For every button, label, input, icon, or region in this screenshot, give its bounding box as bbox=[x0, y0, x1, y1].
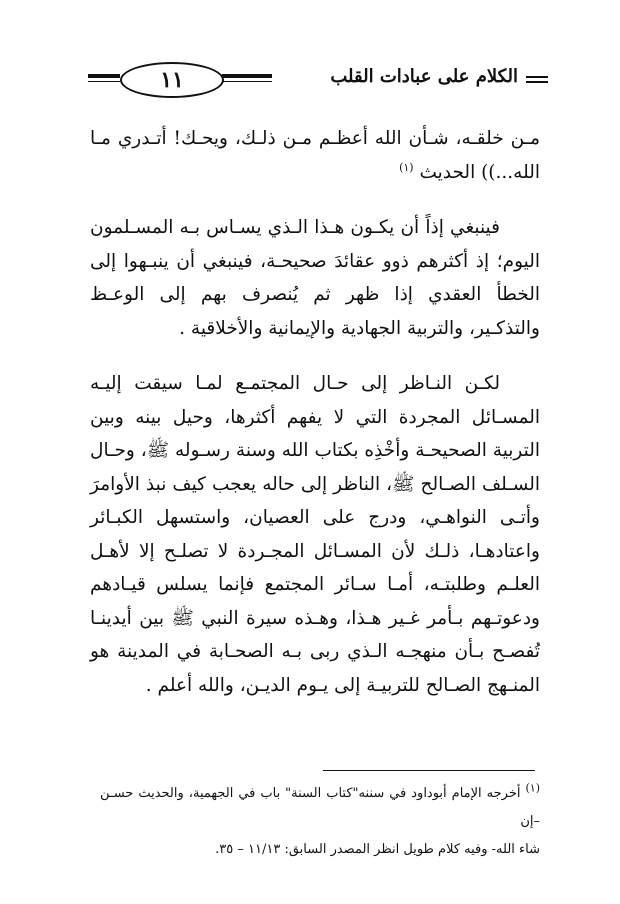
footnote-line-1 bbox=[100, 780, 540, 836]
footnote-line-1-text: أخرجه الإمام أبوداود في سننه"كتاب السنة" باب في الجهمية، والحديث حسـن –إن bbox=[100, 786, 540, 829]
paragraph-1 bbox=[90, 122, 540, 189]
main-text bbox=[90, 122, 540, 702]
page-number-oval bbox=[120, 62, 224, 98]
footnote-line-2: شاء الله- وفيه كلام طويل انظر المصدر السابق: ١١/١٣ – ٣٥. bbox=[215, 842, 540, 857]
header-ornament bbox=[526, 76, 548, 84]
header-rule-left bbox=[88, 74, 120, 78]
footnote bbox=[100, 780, 540, 864]
header-rule-middle bbox=[222, 74, 272, 78]
footnote-reference: (١) bbox=[399, 160, 414, 174]
paragraph-1-text: مـن خلقـه، شـأن الله أعظـم مـن ذلـك، ويحـك! أتـدري مـا الله...)) الحديث bbox=[90, 128, 540, 183]
page-number: ١١ bbox=[160, 67, 184, 93]
running-header bbox=[88, 56, 548, 96]
header-rule-middle-thin bbox=[222, 81, 272, 82]
header-rule-left-thin bbox=[88, 81, 120, 82]
running-title: الكلام على عبادات القلب bbox=[330, 66, 518, 87]
paragraph-3: لكـن النـاظر إلى حـال المجتمـع لمـا سيقت إليـه المسـائل المجردة التي لا يفهم أكثرها، وحيل بينه وبين التربية الصحيحـة وأخْذِه بكتاب الله وسنة رسـوله ﷺ، وحـال السـلف الصـالح ﷺ، الناظر إلى حاله يعجب كيف نبذ الأوامرَ وأتـى النواهـي، ودرج على العصيان، واستسهل الكبـائر واعتادهـا، ذلـك لأن المسـائل المجـردة لا تصلـح إلا لأهـل العلـم وطلبتـه، أمـا سـائر المجتمع فإنما يسلس قيـادهم ودعوتـهم بـأمر غـير هـذا، وهـذه سيرة النبي ﷺ بين أيدينـا تُفصـح بـأن منهجـه الـذي ربى بـه الصحـابة في المدينة هو المنـهج الصـالح للتربيـة إلى يـوم الديـن، والله أعلم . bbox=[90, 373, 540, 696]
footnote-separator bbox=[323, 770, 535, 771]
footnote-marker: (١) bbox=[525, 781, 540, 795]
paragraph-2: فينبغي إذاً أن يكـون هـذا الـذي يسـاس بـه المسـلمون اليوم؛ إذ أكثرهم ذوو عقائدَ صحيحـة، فينبغي أن ينبـهوا إلى الخطأ العقدي إذا ظهر ثم يُنصرف بهم إلى الوعـظ والتذكـير، والتربية الجهادية والإيمانية والأخلاقية . bbox=[90, 217, 540, 339]
